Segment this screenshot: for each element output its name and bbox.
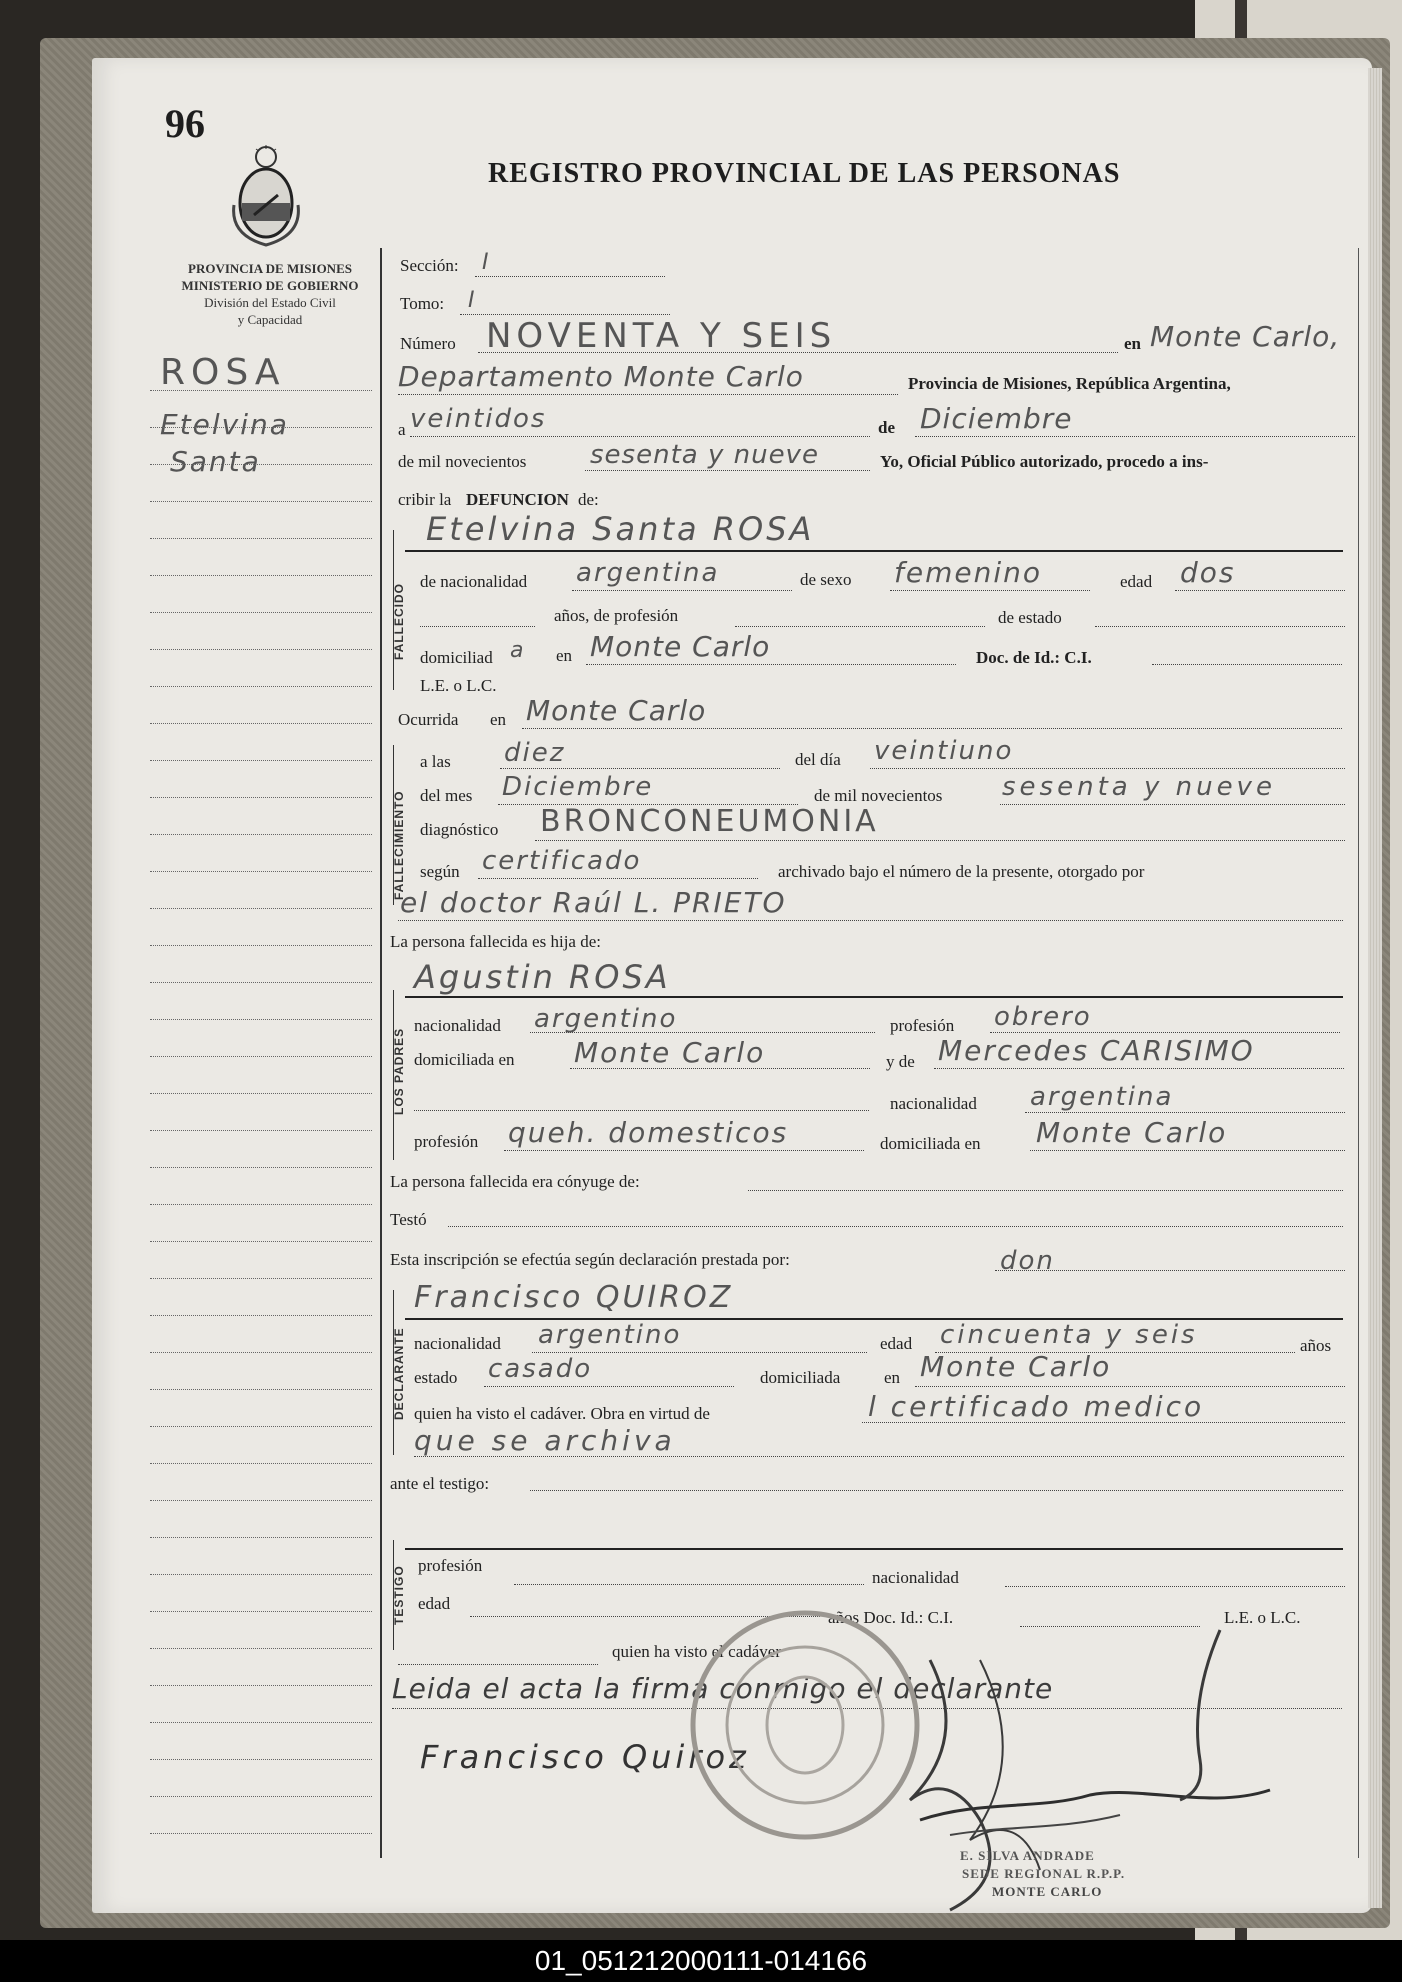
margin-rule: [150, 1278, 372, 1279]
margin-rule: [150, 1574, 372, 1575]
segun-label: según: [420, 862, 460, 881]
right-divider: [1358, 248, 1359, 1858]
ocurrida-en-value: Monte Carlo: [526, 694, 707, 727]
domicilio-en-label: en: [556, 646, 573, 665]
page-stack: [1368, 68, 1382, 1908]
madre-nacionalidad: argentina: [1030, 1082, 1174, 1112]
en-label: en: [1124, 334, 1141, 353]
margin-rule: [150, 1204, 372, 1205]
margin-rule: [150, 575, 372, 576]
margin-rule: [150, 1685, 372, 1686]
ministry-label: MINISTERIO DE GOBIERNO: [181, 278, 359, 293]
tomo-label: Tomo:: [400, 294, 445, 313]
division-label-2: y Capacidad: [237, 312, 303, 327]
seccion-value: I: [482, 250, 491, 275]
tomo-value: I: [468, 288, 477, 313]
margin-rule: [150, 1352, 372, 1353]
quien-visto-label: quien ha visto el cadáver: [612, 1642, 781, 1661]
margin-rule: [150, 1833, 372, 1834]
hija-de-label: La persona fallecida es hija de:: [390, 932, 601, 951]
archivado-label: archivado bajo el número de la presente, otorgado por: [778, 862, 1145, 881]
de-mil-label: de mil novecientos: [398, 452, 527, 471]
fallecido-nacionalidad: argentina: [576, 558, 720, 588]
anio-fallecimiento: sesenta y nueve: [1002, 772, 1276, 802]
madre-profesion: queh. domesticos: [508, 1116, 789, 1149]
margin-rule: [150, 1019, 372, 1020]
margin-rule: [150, 1611, 372, 1612]
defuncion-de-label: de:: [578, 490, 599, 509]
testo-label: Testó: [390, 1210, 427, 1229]
mes-value: Diciembre: [920, 402, 1073, 435]
testigo-anos-doc-label: años Doc. Id.: C.I.: [828, 1608, 954, 1627]
section-fallecido: FALLECIDO: [392, 583, 406, 660]
de-mil-nov-label: de mil novecientos: [814, 786, 943, 805]
testigo-edad-label: edad: [418, 1594, 451, 1613]
segun-value: certificado: [482, 846, 642, 876]
margin-rule: [150, 908, 372, 909]
margin-rule: [150, 1056, 372, 1057]
margin-rule: [150, 1500, 372, 1501]
domiciliad-suffix: a: [510, 638, 526, 663]
margin-rule: [150, 945, 372, 946]
margin-rule: [150, 1426, 372, 1427]
padre-nacionalidad-label: nacionalidad: [414, 1016, 501, 1035]
margin-rule: [150, 1796, 372, 1797]
image-caption: 01_051212000111-014166: [0, 1940, 1402, 1982]
declarante-domiciliada-label: domiciliada: [760, 1368, 841, 1387]
margin-rule: [150, 1537, 372, 1538]
ocurrida-label: Ocurrida: [398, 710, 459, 729]
domiciliad-label: domiciliad: [420, 648, 493, 667]
madre-domicilio: Monte Carlo: [1036, 1116, 1228, 1149]
declarante-domicilio: Monte Carlo: [920, 1350, 1112, 1383]
padre-nacionalidad: argentino: [534, 1004, 678, 1034]
fallecido-edad: dos: [1180, 556, 1236, 589]
section-los-padres: LOS PADRES: [392, 1027, 406, 1115]
quien-cadaver-label: quien ha visto el cadáver. Obra en virtud de: [414, 1404, 710, 1423]
diagnostico-label: diagnóstico: [420, 820, 499, 839]
stamp-line-3: MONTE CARLO: [992, 1884, 1103, 1899]
margin-rule: [150, 1463, 372, 1464]
numero-label: Número: [400, 334, 456, 353]
margin-rule: [150, 1130, 372, 1131]
fallecido-sexo: femenino: [894, 556, 1042, 589]
madre-profesion-label: profesión: [414, 1132, 479, 1151]
declarante-en-label: en: [884, 1368, 901, 1387]
margin-rule: [150, 1241, 372, 1242]
margin-rule: [150, 501, 372, 502]
margin-divider: [380, 248, 382, 1858]
lugar-value: Monte Carlo,: [1150, 320, 1341, 353]
padre-domicilio: Monte Carlo: [574, 1036, 766, 1069]
declarante-por: don: [1000, 1246, 1055, 1276]
yo-oficial-label: Yo, Oficial Público autorizado, procedo a ins-: [880, 452, 1209, 471]
province-label: PROVINCIA DE MISIONES: [188, 261, 352, 276]
declarante-estado: casado: [488, 1354, 593, 1384]
numero-value: NOVENTA Y SEIS: [486, 316, 837, 356]
doctor-value: el doctor Raúl L. PRIETO: [400, 886, 787, 919]
leida-acta: Leida el acta la firma conmigo el declarante: [392, 1672, 1054, 1705]
obra-virtud: l certificado medico: [868, 1390, 1205, 1423]
division-label-1: División del Estado Civil: [204, 295, 336, 310]
madre-nacionalidad-label: nacionalidad: [890, 1094, 977, 1113]
stamp-line-1: E. SILVA ANDRADE: [960, 1848, 1095, 1863]
section-declarante: DECLARANTE: [392, 1327, 406, 1420]
declarante-edad: cincuenta y seis: [940, 1320, 1198, 1350]
madre-domicilio-label: domiciliada en: [880, 1134, 981, 1153]
margin-rule: [150, 649, 372, 650]
dia-fallecimiento: veintiuno: [874, 736, 1014, 766]
padre-domicilio-label: domiciliada en: [414, 1050, 515, 1069]
anio-value: sesenta y nueve: [590, 440, 819, 470]
fallecido-nombre: Etelvina Santa ROSA: [426, 510, 815, 548]
de-label: de: [878, 418, 895, 437]
margin-rule: [150, 723, 372, 724]
fallecido-nacionalidad-label: de nacionalidad: [420, 572, 528, 591]
margin-rule: [150, 1759, 372, 1760]
declarante-edad-label: edad: [880, 1334, 913, 1353]
doc-id-label: Doc. de Id.: C.I.: [976, 648, 1092, 667]
obra-virtud-2: que se archiva: [414, 1424, 676, 1457]
margin-rule: [150, 612, 372, 613]
a-label: a: [398, 420, 406, 439]
mes-fallecimiento: Diciembre: [502, 772, 654, 802]
margin-rule: [150, 760, 372, 761]
declarante-nombre: Francisco QUIROZ: [414, 1280, 734, 1315]
inscribir-label: cribir la: [398, 490, 452, 509]
conyuge-label: La persona fallecida era cónyuge de:: [390, 1172, 640, 1191]
section-testigo: TESTIGO: [392, 1565, 406, 1625]
document-title: REGISTRO PROVINCIAL DE LAS PERSONAS: [488, 158, 1121, 189]
margin-rule: [150, 1093, 372, 1094]
margin-rule: [150, 1167, 372, 1168]
margin-rule: [150, 797, 372, 798]
margin-name-2: Santa: [170, 445, 261, 478]
section-fallecimiento: FALLECIMIENTO: [392, 790, 406, 900]
testigo-le-lc-label: L.E. o L.C.: [1224, 1608, 1301, 1627]
madre-nombre: Mercedes CARISIMO: [938, 1034, 1255, 1067]
margin-surname: ROSA: [160, 352, 286, 393]
hora-value: diez: [504, 738, 566, 768]
margin-rule: [150, 982, 372, 983]
seccion-label: Sección:: [400, 256, 459, 275]
margin-rule: [150, 834, 372, 835]
margin-rule: [150, 1648, 372, 1649]
dia-value: veintidos: [410, 404, 547, 434]
stamp-line-2: SEDE REGIONAL R.P.P.: [962, 1866, 1126, 1881]
departamento-value: Departamento Monte Carlo: [398, 360, 804, 393]
declarante-nacionalidad-label: nacionalidad: [414, 1334, 501, 1353]
margin-rule: [150, 538, 372, 539]
margin-rule: [150, 1389, 372, 1390]
padre-profesion-label: profesión: [890, 1016, 955, 1035]
estado-label: de estado: [998, 608, 1062, 627]
ante-testigo-label: ante el testigo:: [390, 1474, 490, 1493]
margin-rule: [150, 1722, 372, 1723]
declarante-estado-label: estado: [414, 1368, 458, 1387]
testigo-profesion-label: profesión: [418, 1556, 483, 1575]
a-las-label: a las: [420, 752, 451, 771]
margin-rule: [150, 390, 372, 391]
coat-of-arms-icon: [228, 145, 304, 251]
anos-label: años: [1300, 1336, 1332, 1355]
le-lc-label: L.E. o L.C.: [420, 676, 497, 695]
fallecido-domicilio: Monte Carlo: [590, 630, 771, 663]
ocurrida-en-label: en: [490, 710, 507, 729]
margin-rule: [150, 871, 372, 872]
defuncion-label: DEFUNCION: [466, 490, 569, 509]
y-de-label: y de: [886, 1052, 915, 1071]
anos-profesion-label: años, de profesión: [554, 606, 679, 625]
sexo-label: de sexo: [800, 570, 852, 589]
testigo-nacionalidad-label: nacionalidad: [872, 1568, 959, 1587]
del-mes-label: del mes: [420, 786, 473, 805]
del-dia-label: del día: [795, 750, 841, 769]
margin-name-1: Etelvina: [160, 408, 289, 441]
declarante-nacionalidad: argentino: [538, 1320, 682, 1350]
diagnostico-value: BRONCONEUMONIA: [540, 804, 879, 839]
padre-nombre: Agustin ROSA: [414, 958, 671, 996]
declaracion-label: Esta inscripción se efectúa según declaración prestada por:: [390, 1250, 790, 1269]
margin-rule: [150, 686, 372, 687]
page-number: 96: [165, 101, 205, 146]
provincia-label: Provincia de Misiones, República Argentina,: [908, 374, 1231, 393]
margin-rule: [150, 464, 372, 465]
firma-declarante: Francisco Quiroz: [420, 1738, 750, 1776]
margin-rule: [150, 427, 372, 428]
edad-label: edad: [1120, 572, 1153, 591]
margin-rule: [150, 1315, 372, 1316]
padre-profesion: obrero: [994, 1002, 1092, 1032]
